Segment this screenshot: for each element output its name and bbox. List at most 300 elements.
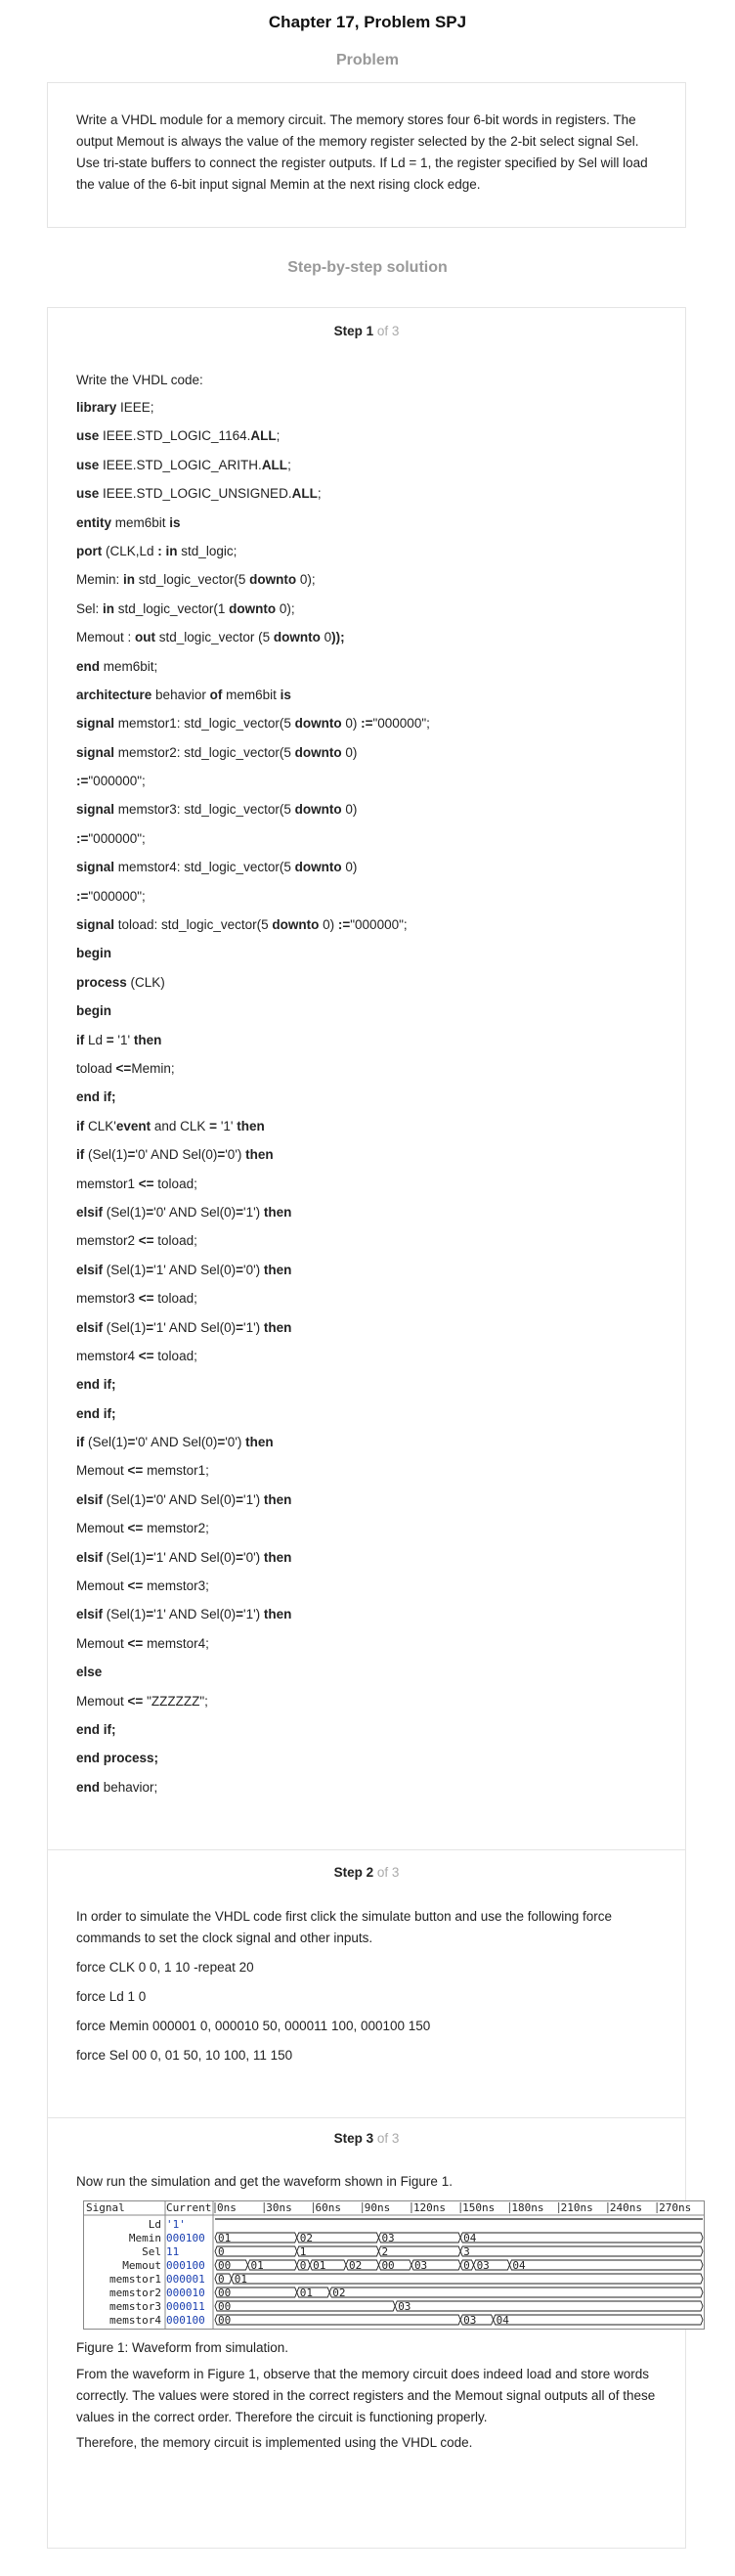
signal-name: memstor3 [109,2300,161,2313]
code-text: "000000"; [88,774,146,789]
code-text: "ZZZZZZ"; [143,1693,208,1709]
code-keyword: = [146,1204,154,1220]
code-keyword: signal [76,917,115,933]
bus-segment-value: 2 [381,2245,389,2258]
code-keyword: = [217,1147,226,1163]
code-text: 0) [341,802,358,818]
code-text: (Sel(1) [103,1607,147,1622]
force-commands [76,1953,663,2070]
code-text: '0') [225,1435,246,1450]
code-line [76,537,663,565]
code-text: (Sel(1) [103,1549,147,1565]
code-keyword: begin [76,946,111,961]
code-keyword: )); [331,630,345,645]
code-text: memstor3; [143,1578,209,1594]
code-text: toload; [153,1348,197,1363]
bus-segment-value: 1 [299,2245,307,2258]
code-keyword: <= [138,1348,154,1363]
code-keyword: in [165,543,178,558]
code-text: '0' AND Sel(0) [135,1147,218,1163]
code-keyword: end [76,658,101,674]
code-keyword: use [76,486,100,502]
code-keyword: then [133,1032,162,1047]
code-keyword: <= [127,1521,144,1536]
code-keyword: = [146,1607,154,1622]
code-text: (CLK,Ld [102,543,158,558]
code-text: memstor3: std_logic_vector(5 [114,802,295,818]
code-line [76,652,663,681]
waveform-figure [83,2200,705,2330]
code-keyword: ALL [291,486,318,502]
step-divider-1 [48,1849,685,1850]
code-keyword: = [146,1262,154,1277]
code-keyword: begin [76,1003,111,1019]
code-line [76,1342,663,1370]
bus-segment-value: 03 [398,2300,411,2313]
code-text: '1') [243,1607,264,1622]
code-keyword: downto [229,600,277,616]
bus-segment-value: 00 [381,2259,395,2272]
code-keyword: := [76,888,89,904]
code-text: toload: std_logic_vector(5 [114,917,273,933]
code-text: std_logic_vector(1 [114,600,230,616]
code-line [76,968,663,997]
code-keyword: then [263,1549,292,1565]
code-keyword: if [76,1147,85,1163]
code-line [76,1140,663,1169]
code-keyword: then [263,1262,292,1277]
code-line [76,1112,663,1140]
signal-current-value: 000010 [166,2287,205,2299]
code-keyword: downto [272,917,320,933]
code-keyword: downto [249,572,297,588]
code-keyword: then [263,1319,292,1335]
bus-segment-value: 04 [496,2314,509,2327]
code-keyword: port [76,543,103,558]
code-text: '0') [243,1262,264,1277]
code-line [76,882,663,910]
code-text: IEEE; [116,400,154,415]
code-text: '1') [243,1204,264,1220]
code-text: '1' AND Sel(0) [153,1607,237,1622]
code-text: 0); [276,600,295,616]
code-text: '0' AND Sel(0) [153,1204,237,1220]
step-3-of: of 3 [376,2131,400,2146]
code-line [76,479,663,508]
code-keyword: = [209,1118,218,1133]
code-keyword: <= [138,1176,154,1191]
time-label: 270ns [659,2201,692,2214]
code-text: IEEE.STD_LOGIC_UNSIGNED. [99,486,292,502]
code-text: ; [317,486,322,502]
code-text: IEEE.STD_LOGIC_1164. [99,428,251,444]
bus-segment-value: 03 [463,2314,477,2327]
code-keyword: downto [294,802,342,818]
code-text: Memin; [131,1060,175,1076]
time-label: 0ns [217,2201,237,2214]
code-line [76,1256,663,1284]
code-keyword: elsif [76,1549,104,1565]
signal-name: Sel [142,2245,161,2258]
code-text: '1' AND Sel(0) [153,1319,237,1335]
code-keyword: ALL [261,457,288,472]
code-text: behavior; [100,1779,158,1795]
code-keyword: else [76,1665,103,1680]
code-keyword: <= [115,1060,132,1076]
code-text: (Sel(1) [103,1262,147,1277]
code-text: Memin: [76,572,124,588]
time-label: 30ns [266,2201,292,2214]
code-keyword: ALL [250,428,277,444]
code-text: Sel: [76,600,104,616]
code-text: CLK' [84,1118,116,1133]
bus-segment-value: 0 [218,2273,225,2286]
code-text: 0) [341,716,362,732]
step-1-of: of 3 [376,324,400,338]
code-line [76,1600,663,1628]
code-keyword: end if; [76,1721,116,1737]
code-text: IEEE.STD_LOGIC_ARITH. [99,457,262,472]
problem-card [47,82,686,228]
bus-segment-value: 02 [348,2259,363,2272]
code-text: Memout [76,1521,128,1536]
time-label: 120ns [412,2201,447,2214]
code-line [76,795,663,823]
code-keyword: elsif [76,1204,104,1220]
bus-segment-value: 00 [218,2314,232,2327]
step-3-intro: Now run the simulation and get the waveform shown in Figure 1. [76,2174,453,2189]
code-line [76,1486,663,1514]
code-text: 0) [319,917,338,933]
solution-card [47,307,692,2549]
figure-caption: Figure 1: Waveform from simulation. [76,2340,289,2355]
code-keyword: in [123,572,136,588]
vhdl-code-block [76,393,663,1801]
bus-segment-value: 01 [299,2287,313,2299]
bus-segment-value: 03 [413,2259,428,2272]
code-keyword: = [146,1549,154,1565]
code-keyword: end [76,1779,101,1795]
signal-current-value: 000011 [166,2300,205,2313]
code-text: memstor2 [76,1233,139,1249]
signal-current-value: 000100 [166,2314,205,2327]
code-text: mem6bit [222,687,281,702]
step-2-intro: In order to simulate the VHDL code first click the simulate button and use the following force commands to set the clock signal and other inputs. [76,1909,613,1945]
code-keyword: signal [76,716,115,732]
code-keyword: end if; [76,1405,116,1421]
code-keyword: then [263,1204,292,1220]
code-keyword: out [135,630,156,645]
code-line [76,1715,663,1744]
bus-segment-value: 01 [218,2232,232,2244]
current-column-header: Current [166,2201,212,2214]
code-line [76,393,663,422]
force-command: force CLK 0 0, 1 10 -repeat 20 [76,1960,254,1975]
code-text: memstor1: std_logic_vector(5 [114,716,295,732]
code-keyword: then [237,1118,265,1133]
code-text: memstor4; [143,1635,209,1651]
signal-name: memstor1 [109,2273,161,2286]
code-keyword: = [146,1491,154,1507]
bus-segment-value: 0 [218,2245,225,2258]
step-3-header [48,2131,685,2146]
bus-segment-value: 03 [381,2232,395,2244]
code-line [76,1370,663,1399]
code-line [76,1687,663,1715]
code-keyword: elsif [76,1491,104,1507]
code-keyword: := [76,774,89,789]
signal-current-value: 000001 [166,2273,205,2286]
bus-segment-value: 04 [512,2259,526,2272]
code-keyword: = [146,1319,154,1335]
problem-heading: Problem [335,52,399,68]
signal-name: Memout [122,2259,161,2272]
code-line [76,939,663,967]
code-keyword: architecture [76,687,152,702]
code-text: '0') [243,1549,264,1565]
code-keyword: entity [76,514,112,530]
code-text: (Sel(1) [84,1147,128,1163]
bus-segment-value: 01 [250,2259,264,2272]
code-text: '1') [243,1319,264,1335]
bus-segment-value: 04 [463,2232,477,2244]
code-line [76,824,663,853]
code-text: '1' AND Sel(0) [153,1549,237,1565]
code-line [76,1313,663,1342]
signal-name: Memin [128,2232,161,2244]
code-keyword: downto [294,744,342,760]
bus-segment-value: 02 [299,2232,313,2244]
code-line [76,623,663,651]
code-keyword: := [361,716,373,732]
code-keyword: : [157,543,162,558]
code-keyword: process [76,974,127,990]
observation-text: From the waveform in Figure 1, observe that the memory circuit does indeed load and store words correctly. The values were stored in the correct registers and the Memout signal outputs all of these values in the correct order. Therefore the circuit is functioning properly. [76,2367,656,2424]
code-line [76,1543,663,1572]
code-keyword: = [106,1032,114,1047]
conclusion-text: Therefore, the memory circuit is implemented using the VHDL code. [76,2435,473,2450]
code-text: Memout [76,1635,128,1651]
signal-name: memstor2 [109,2287,161,2299]
code-text: toload [76,1060,116,1076]
page-title: Chapter 17, Problem SPJ [268,13,467,31]
code-line [76,997,663,1025]
code-line [76,1744,663,1772]
code-text: "000000"; [88,888,146,904]
code-text: toload; [153,1176,197,1191]
code-keyword: signal [76,802,115,818]
code-text: ; [276,428,281,444]
code-text: 0) [341,860,358,875]
time-label: 60ns [315,2201,341,2214]
code-keyword: if [76,1435,85,1450]
bus-segment-value: 02 [332,2287,346,2299]
code-keyword: = [236,1262,243,1277]
time-label: 150ns [462,2201,496,2214]
time-label: 240ns [609,2201,643,2214]
code-text: memstor2: std_logic_vector(5 [114,744,295,760]
step-1-label: Step 1 [333,324,374,338]
code-text: "000000"; [350,917,408,933]
code-text: '1') [243,1491,264,1507]
code-text: '0' AND Sel(0) [135,1435,218,1450]
code-line [76,1399,663,1428]
code-text: ; [287,457,291,472]
time-label: 90ns [364,2201,391,2214]
code-line [76,422,663,450]
code-text: and CLK [151,1118,210,1133]
code-line [76,709,663,737]
code-keyword: downto [273,630,321,645]
code-line [76,767,663,795]
code-text: mem6bit; [100,658,158,674]
code-keyword: if [76,1032,85,1047]
code-line [76,595,663,623]
code-keyword: = [236,1204,243,1220]
step-1-intro: Write the VHDL code: [76,373,203,387]
code-keyword: downto [294,716,342,732]
code-line [76,1514,663,1542]
code-text: 0 [320,630,332,645]
signal-current-value: '1' [166,2218,186,2231]
bus-segment-value: 01 [234,2273,247,2286]
force-command: force Ld 1 0 [76,1989,147,2004]
problem-text: Write a VHDL module for a memory circuit. The memory stores four 6-bit words in registers. The output Memout is always the value of the memory register selected by the 2-bit select signal Sel. Use tri-state buffers to connect the register outputs. If Ld = 1, the register specified by Sel will load the value of the 6-bit input signal Memin at the next rising clock edge. [76,112,648,192]
code-line [76,565,663,594]
time-label: 180ns [511,2201,544,2214]
code-text: toload; [153,1233,197,1249]
step-1-header [48,324,685,338]
code-text: (Sel(1) [103,1319,147,1335]
code-text: std_logic_vector(5 [135,572,250,588]
code-keyword: = [236,1319,243,1335]
code-line [76,1629,663,1658]
code-keyword: is [169,514,181,530]
code-line [76,509,663,537]
code-keyword: = [217,1435,226,1450]
step-2-header [48,1865,685,1880]
signal-name: memstor4 [109,2314,161,2327]
code-text: memstor1; [143,1463,209,1479]
code-keyword: <= [127,1635,144,1651]
code-text: "000000"; [88,830,146,846]
code-keyword: = [127,1435,136,1450]
bus-segment-value: 01 [313,2259,326,2272]
code-line [76,1658,663,1686]
code-line [76,1083,663,1111]
code-text: (Sel(1) [103,1204,147,1220]
signal-current-value: 000100 [166,2259,205,2272]
code-line [76,1428,663,1456]
code-text: std_logic_vector (5 [155,630,274,645]
code-text: memstor3 [76,1291,139,1307]
step-3-label: Step 3 [333,2131,374,2146]
code-keyword: then [245,1147,274,1163]
code-keyword: := [76,830,89,846]
code-keyword: then [263,1491,292,1507]
code-text: '1' [217,1118,238,1133]
bus-segment-value: 3 [463,2245,470,2258]
code-keyword: <= [138,1233,154,1249]
code-text: memstor2; [143,1521,209,1536]
code-line [76,1198,663,1226]
code-text: (CLK) [126,974,165,990]
code-line [76,1226,663,1255]
bus-segment-value: 0 [463,2259,470,2272]
code-keyword: = [236,1491,243,1507]
signal-column-header: Signal [86,2201,125,2214]
code-text: 0) [341,744,358,760]
code-keyword: = [127,1147,136,1163]
code-keyword: elsif [76,1319,104,1335]
code-keyword: is [280,687,291,702]
code-text: memstor4: std_logic_vector(5 [114,860,295,875]
code-text: toload; [153,1291,197,1307]
signal-current-value: 000100 [166,2232,205,2244]
bus-segment-value: 0 [299,2259,307,2272]
code-text: Memout [76,1693,128,1709]
code-text: Memout [76,1578,128,1594]
code-keyword: <= [127,1578,144,1594]
code-keyword: := [337,917,351,933]
code-keyword: = [236,1549,243,1565]
code-keyword: end if; [76,1377,116,1393]
code-line [76,1284,663,1312]
bus-segment-value: 00 [218,2259,232,2272]
code-text: Memout [76,1463,128,1479]
code-keyword: then [263,1607,292,1622]
bus-segment-value: 00 [218,2287,232,2299]
code-keyword: end process; [76,1751,159,1766]
code-keyword: elsif [76,1607,104,1622]
code-keyword: use [76,457,100,472]
code-text: memstor4 [76,1348,139,1363]
code-text: 0); [296,572,316,588]
step-2-of: of 3 [376,1865,400,1880]
code-text: memstor1 [76,1176,139,1191]
bus-segment-value: 00 [218,2300,232,2313]
force-command: force Sel 00 0, 01 50, 10 100, 11 150 [76,2048,293,2063]
signal-name: Ld [148,2218,161,2231]
code-line [76,1456,663,1485]
solution-heading: Step-by-step solution [287,259,448,276]
code-keyword: <= [138,1291,154,1307]
code-line [76,1054,663,1083]
code-keyword: then [245,1435,274,1450]
code-line [76,681,663,709]
code-text: '0') [225,1147,246,1163]
code-line [76,910,663,939]
code-text: std_logic; [177,543,238,558]
force-command: force Memin 000001 0, 000010 50, 000011 100, 000100 150 [76,2019,431,2033]
code-line [76,1773,663,1801]
code-keyword: event [115,1118,151,1133]
code-text: '0' AND Sel(0) [153,1491,237,1507]
signal-current-value: 11 [166,2245,180,2258]
code-text: (Sel(1) [84,1435,128,1450]
code-line [76,1026,663,1054]
step-2-label: Step 2 [333,1865,374,1880]
code-keyword: use [76,428,100,444]
code-text: mem6bit [111,514,170,530]
code-text: '1' AND Sel(0) [153,1262,237,1277]
code-keyword: end if; [76,1089,116,1105]
code-text: (Sel(1) [103,1491,147,1507]
code-text: '1' [113,1032,134,1047]
code-keyword: <= [127,1693,144,1709]
code-keyword: if [76,1118,85,1133]
code-keyword: = [236,1607,243,1622]
